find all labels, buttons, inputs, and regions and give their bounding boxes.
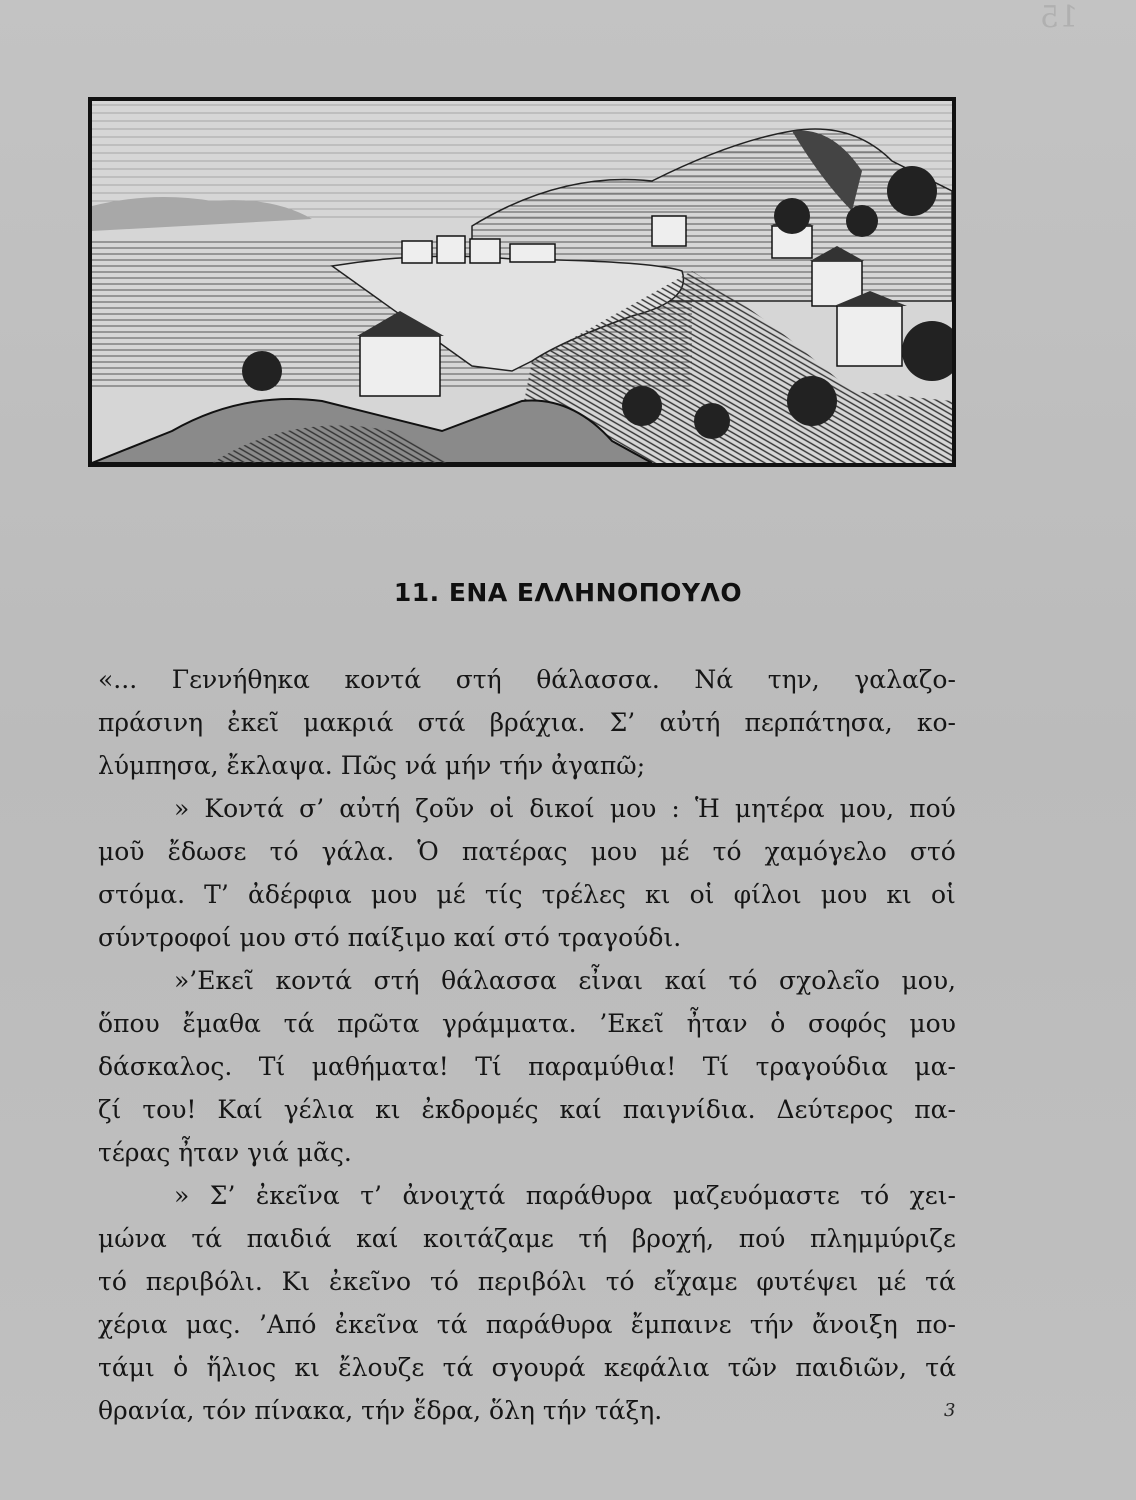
- word: μαζευόμαστε: [672, 1181, 840, 1210]
- word: τά: [436, 1310, 468, 1339]
- word: τό: [429, 1267, 459, 1296]
- text-line: [98, 873, 956, 916]
- chapter-title: 11. ΕΝΑ ΕΛΛΗΝΟΠΟΥΛΟ: [393, 578, 743, 607]
- text-line: [98, 1217, 956, 1260]
- word: μαθήματα!: [311, 1052, 449, 1081]
- word: ’Από: [259, 1310, 317, 1339]
- word: Τί: [702, 1052, 730, 1081]
- word: σγουρά: [491, 1353, 586, 1382]
- word: φίλοι: [733, 880, 802, 909]
- word: στόμα.: [98, 880, 186, 909]
- word: την,: [767, 665, 820, 694]
- word: ἔδωσε: [167, 837, 247, 866]
- word: Δεύτερος: [776, 1095, 894, 1124]
- word: ἔμαθα: [182, 1009, 261, 1038]
- word: σοφός: [808, 1009, 887, 1038]
- word: δάσκαλος.: [98, 1052, 233, 1081]
- word: τά: [283, 1009, 315, 1038]
- word: τίς: [484, 880, 523, 909]
- word: τά: [925, 1267, 956, 1296]
- word: πού: [738, 1224, 786, 1253]
- word: τό: [728, 966, 758, 995]
- word: θάλασσα.: [536, 665, 660, 694]
- word: κι: [886, 880, 912, 909]
- text-line: [98, 1088, 956, 1131]
- text-line: [98, 959, 956, 1002]
- word: μέ: [660, 837, 690, 866]
- word: ἐκεῖνο: [329, 1267, 412, 1296]
- word: μα-: [914, 1052, 956, 1081]
- word: Τί: [258, 1052, 286, 1081]
- word: :: [671, 794, 680, 823]
- word: Καί: [217, 1095, 263, 1124]
- word: στή: [455, 665, 502, 694]
- word: τό: [98, 1267, 127, 1296]
- word: κοντά: [344, 665, 422, 694]
- word: μέ: [877, 1267, 907, 1296]
- word: ὅπου: [98, 1009, 160, 1038]
- word: ἥλιος: [206, 1353, 277, 1382]
- word: οἱ: [931, 880, 956, 909]
- word: ζοῦν: [415, 794, 475, 823]
- word: πα-: [914, 1095, 956, 1124]
- text-line: [98, 1346, 956, 1389]
- word: χαμόγελο: [764, 837, 887, 866]
- word: τά: [191, 1224, 223, 1253]
- word: τό: [860, 1181, 890, 1210]
- word: τή: [578, 1224, 608, 1253]
- word: στό: [909, 837, 956, 866]
- word: γαλαζο-: [854, 665, 956, 694]
- word: εἶναι: [578, 966, 644, 995]
- word: μώνα: [98, 1224, 167, 1253]
- word: πο-: [915, 1310, 956, 1339]
- word: πού: [909, 794, 956, 823]
- text-line: τέρας ἦταν γιά μᾶς.: [98, 1138, 352, 1167]
- word: στή: [373, 966, 420, 995]
- word: ἀδέρφια: [247, 880, 352, 909]
- word: Γεννήθηκα: [171, 665, 310, 694]
- word: »: [174, 794, 190, 823]
- word: Σ’: [209, 1181, 236, 1210]
- word: πατέρας: [461, 837, 568, 866]
- word: περιβόλι: [477, 1267, 587, 1296]
- word: τό: [605, 1267, 635, 1296]
- word: γέλια: [283, 1095, 355, 1124]
- word: ἐκεῖνα: [334, 1310, 419, 1339]
- word: κοιτάζαμε: [422, 1224, 554, 1253]
- word: »: [174, 1181, 190, 1210]
- bleed-through-mark: 15: [1040, 0, 1079, 35]
- text-line: θρανία, τόν πίνακα, τήν ἕδρα, ὅλη τήν τάξη.: [98, 1396, 663, 1425]
- word: ὁ: [770, 1009, 786, 1038]
- word: τῶν: [727, 1353, 778, 1382]
- word: τά: [442, 1353, 474, 1382]
- word: τά: [925, 1353, 956, 1382]
- word: μου: [370, 880, 418, 909]
- seaside-village-engraving-icon: [92, 101, 952, 463]
- word: ἐκεῖνα: [255, 1181, 340, 1210]
- word: τήν: [749, 1310, 794, 1339]
- word: τό: [269, 837, 299, 866]
- word: ’Εκεῖ: [599, 1009, 664, 1038]
- word: οἱ: [489, 794, 515, 823]
- word: στά: [417, 708, 466, 737]
- word: μου,: [901, 966, 956, 995]
- word: μοῦ: [98, 837, 145, 866]
- word: ὁ: [173, 1353, 189, 1382]
- word: οἱ: [689, 880, 715, 909]
- word: »’Εκεῖ: [174, 966, 254, 995]
- word: του!: [142, 1095, 197, 1124]
- word: ἐκεῖ: [227, 708, 280, 737]
- word: αὐτή: [659, 708, 721, 737]
- word: παράθυρα: [485, 1310, 613, 1339]
- word: παραμύθια!: [528, 1052, 677, 1081]
- text-line: [98, 1303, 956, 1346]
- word: Κοντά: [204, 794, 285, 823]
- text-line: [98, 1002, 956, 1045]
- word: μας.: [185, 1310, 241, 1339]
- word: αὐτή: [339, 794, 401, 823]
- word: τρέλες: [541, 880, 626, 909]
- word: χέρια: [98, 1310, 168, 1339]
- word: ἄνοιξη: [812, 1310, 898, 1339]
- word: παιγνίδια.: [622, 1095, 756, 1124]
- word: καί: [664, 966, 707, 995]
- text-line: σύντροφοί μου στό παίξιμο καί στό τραγούδι.: [98, 923, 682, 952]
- chapter-text: [98, 658, 956, 1432]
- word: πράσινη: [98, 708, 204, 737]
- word: τραγούδια: [755, 1052, 888, 1081]
- word: τάμι: [98, 1353, 155, 1382]
- text-line: [98, 830, 956, 873]
- word: τ’: [360, 1181, 382, 1210]
- text-line: [98, 787, 956, 830]
- word: παιδιῶν,: [795, 1353, 907, 1382]
- word: μου: [590, 837, 638, 866]
- word: παιδιά: [246, 1224, 332, 1253]
- word: περπάτησα,: [744, 708, 893, 737]
- word: μητέρα: [734, 794, 825, 823]
- word: κεφάλια: [603, 1353, 710, 1382]
- word: χει-: [909, 1181, 956, 1210]
- word: κι: [375, 1095, 401, 1124]
- word: μου,: [839, 794, 895, 823]
- word: ζί: [98, 1095, 122, 1124]
- word: μου: [909, 1009, 956, 1038]
- word: μου: [820, 880, 868, 909]
- word: Τί: [475, 1052, 502, 1081]
- word: γάλα.: [321, 837, 395, 866]
- page-number: 3: [944, 1400, 956, 1421]
- word: Σ’: [609, 708, 636, 737]
- word: σ’: [299, 794, 325, 823]
- word: εἴχαμε: [653, 1267, 738, 1296]
- word: σχολεῖο: [779, 966, 880, 995]
- word: φυτέψει: [756, 1267, 859, 1296]
- word: μου: [609, 794, 657, 823]
- word: παράθυρα: [525, 1181, 653, 1210]
- word: Κι: [281, 1267, 311, 1296]
- word: μέ: [436, 880, 466, 909]
- word: καί: [559, 1095, 602, 1124]
- word: κι: [645, 880, 671, 909]
- word: κοντά: [275, 966, 353, 995]
- word: πρῶτα: [337, 1009, 420, 1038]
- text-line: [98, 1260, 956, 1303]
- word: Ὁ: [417, 837, 439, 866]
- word: ἔμπαινε: [630, 1310, 732, 1339]
- text-line: [98, 1174, 956, 1217]
- word: ἐκδρομές: [421, 1095, 539, 1124]
- word: Τ’: [204, 880, 229, 909]
- word: δικοί: [529, 794, 595, 823]
- word: ἀνοιχτά: [402, 1181, 506, 1210]
- word: μακριά: [303, 708, 394, 737]
- text-line: λύμπησα, ἔκλαψα. Πῶς νά μήν τήν ἀγαπῶ;: [98, 751, 646, 780]
- word: κο-: [916, 708, 956, 737]
- word: γράμματα.: [442, 1009, 577, 1038]
- word: ἔλουζε: [338, 1353, 425, 1382]
- word: Νά: [694, 665, 734, 694]
- word: τό: [712, 837, 742, 866]
- seaside-village-illustration: [88, 97, 956, 467]
- word: καί: [356, 1224, 399, 1253]
- word: Ἡ: [694, 794, 720, 823]
- text-line: [98, 1045, 956, 1088]
- word: θάλασσα: [441, 966, 557, 995]
- word: περιβόλι.: [145, 1267, 263, 1296]
- word: πλημμύριζε: [809, 1224, 956, 1253]
- word: βράχια.: [489, 708, 586, 737]
- text-line: [98, 658, 956, 701]
- word: κι: [294, 1353, 320, 1382]
- word: ἦταν: [686, 1009, 748, 1038]
- word: «...: [98, 665, 138, 694]
- text-line: [98, 701, 956, 744]
- word: βροχή,: [631, 1224, 715, 1253]
